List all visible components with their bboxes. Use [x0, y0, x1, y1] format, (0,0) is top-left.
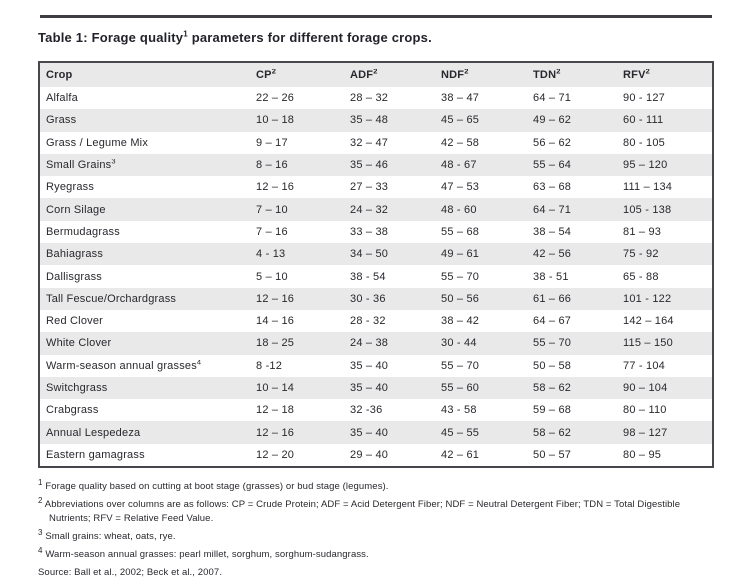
cp-value: 10 – 14	[256, 382, 295, 394]
ndf-value: 55 – 70	[441, 359, 480, 372]
ndf-value: 49 – 61	[441, 248, 480, 261]
adf-value: 32 – 47	[350, 136, 389, 149]
column-header-crop: Crop	[46, 69, 73, 81]
adf-value: 24 – 38	[350, 337, 389, 350]
tdn-value: 55 – 64	[533, 159, 572, 172]
table-row	[40, 355, 712, 377]
cp-value: 8 -12	[256, 359, 283, 372]
cp-value: 9 – 17	[256, 136, 288, 149]
table-row	[40, 310, 712, 332]
footnote	[38, 495, 720, 526]
adf-value: 29 – 40	[350, 448, 389, 461]
tdn-value: 55 – 70	[533, 337, 572, 350]
top-rule-divider	[40, 15, 712, 18]
cp-value: 7 – 10	[256, 203, 288, 216]
ndf-value: 45 – 65	[441, 114, 480, 127]
tdn-value: 58 – 62	[533, 426, 572, 439]
footnote-marker: 2	[38, 495, 43, 505]
ndf-value: 38 – 47	[441, 92, 480, 105]
adf-value: 35 – 46	[350, 159, 389, 172]
cp-value: 12 – 16	[256, 181, 295, 194]
crop-name: Dallisgrass	[46, 270, 102, 283]
footnote-text: Small grains: wheat, oats, rye.	[45, 531, 176, 542]
crop-name: White Clover	[46, 337, 112, 350]
cp-value: 12 – 18	[256, 404, 295, 417]
table-row	[40, 132, 712, 154]
crop-name: Annual Lespedeza	[46, 426, 141, 439]
crop-superscript: 4	[196, 359, 202, 367]
adf-value: 24 – 32	[350, 203, 389, 216]
adf-value: 30 - 36	[350, 292, 386, 305]
table-row	[40, 243, 712, 265]
table-row	[40, 399, 712, 421]
ndf-value: 30 - 44	[441, 337, 477, 350]
title-text-1: Table 1: Forage quality	[38, 30, 184, 45]
ndf-value: 42 – 58	[441, 136, 480, 149]
rfv-value: 115 – 150	[623, 337, 673, 350]
rfv-value: 142 – 164	[623, 315, 674, 328]
cp-value: 8 – 16	[256, 159, 288, 172]
footnotes-block	[38, 477, 720, 580]
rfv-value: 98 – 127	[623, 426, 668, 439]
tdn-value: 63 – 68	[533, 181, 572, 194]
cp-value: 12 – 16	[256, 426, 295, 439]
table-row	[40, 421, 712, 443]
crop-name: Bermudagrass	[46, 225, 120, 238]
tdn-value: 61 – 66	[533, 292, 572, 305]
crop-name: Grass / Legume Mix	[46, 136, 149, 149]
adf-value: 27 – 33	[350, 181, 389, 194]
column-header-rfv: RFV$^2$	[623, 69, 650, 81]
tdn-value: 64 – 67	[533, 315, 572, 328]
rfv-value: 65 - 88	[623, 270, 659, 283]
title-superscript: 1	[183, 29, 188, 39]
tdn-value: 56 – 62	[533, 136, 572, 149]
adf-value: 28 - 32	[350, 315, 386, 328]
tdn-value: 50 – 58	[533, 359, 572, 372]
adf-value: 33 – 38	[350, 225, 389, 238]
cp-value: 4 - 13	[256, 248, 286, 261]
crop-name: Corn Silage	[46, 203, 106, 216]
column-header-adf: ADF$^2$	[350, 69, 378, 81]
table-header-row	[40, 63, 712, 87]
rfv-value: 95 – 120	[623, 159, 668, 172]
adf-value: 35 – 40	[350, 382, 389, 394]
ndf-value: 43 - 58	[441, 404, 477, 417]
footnote	[38, 527, 720, 544]
table-row	[40, 332, 712, 354]
table-row	[40, 265, 712, 287]
adf-value: 35 – 40	[350, 426, 389, 439]
table-row	[40, 288, 712, 310]
footnote-marker: 3	[38, 527, 43, 537]
crop-superscript: 3	[111, 159, 116, 166]
cp-value: 7 – 16	[256, 225, 288, 238]
rfv-value: 90 – 104	[623, 382, 668, 394]
crop-name: Warm-season annual grasses$^4$	[40, 360, 256, 372]
footnote-marker: 4	[38, 545, 43, 555]
crop-name: Bahiagrass	[46, 248, 104, 261]
adf-value: 32 -36	[350, 404, 383, 417]
forage-quality-table	[38, 61, 714, 468]
adf-value: 38 - 54	[350, 270, 386, 283]
cp-value: 22 – 26	[256, 92, 295, 105]
rfv-value: 90 - 127	[623, 92, 665, 105]
crop-name: Red Clover	[46, 315, 104, 328]
footnote	[38, 545, 720, 562]
rfv-value: 80 – 110	[623, 404, 667, 417]
rfv-value: 111 – 134	[623, 181, 673, 194]
page-title	[38, 30, 432, 45]
tdn-value: 59 – 68	[533, 404, 572, 417]
rfv-value: 105 - 138	[623, 203, 672, 216]
tdn-value: 64 – 71	[533, 203, 572, 216]
crop-name: Alfalfa	[46, 92, 78, 105]
table-row	[40, 176, 712, 198]
tdn-value: 50 – 57	[533, 448, 572, 461]
footnote	[38, 477, 720, 494]
crop-name: Switchgrass	[46, 382, 108, 394]
footnote-text: Forage quality based on cutting at boot stage (grasses) or bud stage (legumes).	[45, 481, 389, 492]
tdn-value: 64 – 71	[533, 92, 572, 105]
cp-value: 10 – 18	[256, 114, 295, 127]
column-header-ndf: NDF$^2$	[441, 69, 469, 81]
adf-value: 34 – 50	[350, 248, 389, 261]
ndf-value: 38 – 42	[441, 315, 480, 328]
table-row	[40, 377, 712, 399]
ndf-value: 55 – 60	[441, 382, 480, 394]
adf-value: 28 – 32	[350, 92, 389, 105]
rfv-value: 75 - 92	[623, 248, 659, 261]
tdn-value: 42 – 56	[533, 248, 572, 261]
table-row	[40, 221, 712, 243]
ndf-value: 55 – 68	[441, 225, 480, 238]
tdn-value: 58 – 62	[533, 382, 572, 394]
table-row	[40, 154, 712, 176]
adf-value: 35 – 48	[350, 114, 389, 127]
tdn-value: 38 – 54	[533, 225, 572, 238]
rfv-value: 80 – 95	[623, 448, 662, 461]
footnote-text: Abbreviations over columns are as follows: CP = Crude Protein; ADF = Acid Detergent Fiber; NDF = Neutral Detergent Fiber; TDN = Total Digestible Nutrients; RFV = Relative Feed Value.	[44, 499, 681, 524]
rfv-value: 60 - 111	[623, 114, 664, 127]
title-text-2: parameters for different forage crops.	[187, 30, 432, 45]
crop-name: Small Grains$^3$	[40, 159, 256, 171]
column-header-tdn: TDN$^2$	[533, 69, 561, 81]
source-line: Source: Ball et al., 2002; Beck et al., 2007.	[38, 567, 223, 578]
ndf-value: 45 – 55	[441, 426, 480, 439]
footnote-text: Warm-season annual grasses: pearl millet, sorghum, sorghum-sudangrass.	[45, 549, 369, 560]
cp-value: 18 – 25	[256, 337, 295, 350]
column-header-cp: $CP^2$	[256, 69, 277, 81]
crop-name: Crabgrass	[46, 404, 99, 417]
table-row	[40, 444, 712, 466]
cp-value: 5 – 10	[256, 270, 288, 283]
crop-name: Ryegrass	[46, 181, 95, 194]
crop-name: Grass	[46, 114, 77, 127]
ndf-value: 50 – 56	[441, 292, 480, 305]
table-row	[40, 198, 712, 220]
cp-value: 12 – 16	[256, 292, 295, 305]
table-row	[40, 109, 712, 131]
crop-name: Tall Fescue/Orchardgrass	[46, 292, 177, 305]
ndf-value: 48 - 60	[441, 203, 477, 216]
cp-value: 12 – 20	[256, 448, 295, 461]
adf-value: 35 – 40	[350, 359, 389, 372]
ndf-value: 55 – 70	[441, 270, 480, 283]
tdn-value: 49 – 62	[533, 114, 572, 127]
ndf-value: 42 – 61	[441, 448, 480, 461]
table-row	[40, 87, 712, 109]
cp-value: 14 – 16	[256, 315, 295, 328]
rfv-value: 101 - 122	[623, 292, 672, 305]
ndf-value: 48 - 67	[441, 159, 477, 172]
footnote-marker: 1	[38, 477, 43, 487]
tdn-value: 38 - 51	[533, 270, 569, 283]
ndf-value: 47 – 53	[441, 181, 480, 194]
rfv-value: 80 - 105	[623, 136, 665, 149]
rfv-value: 77 - 104	[623, 359, 665, 372]
crop-name: Eastern gamagrass	[46, 448, 145, 461]
rfv-value: 81 – 93	[623, 225, 662, 238]
